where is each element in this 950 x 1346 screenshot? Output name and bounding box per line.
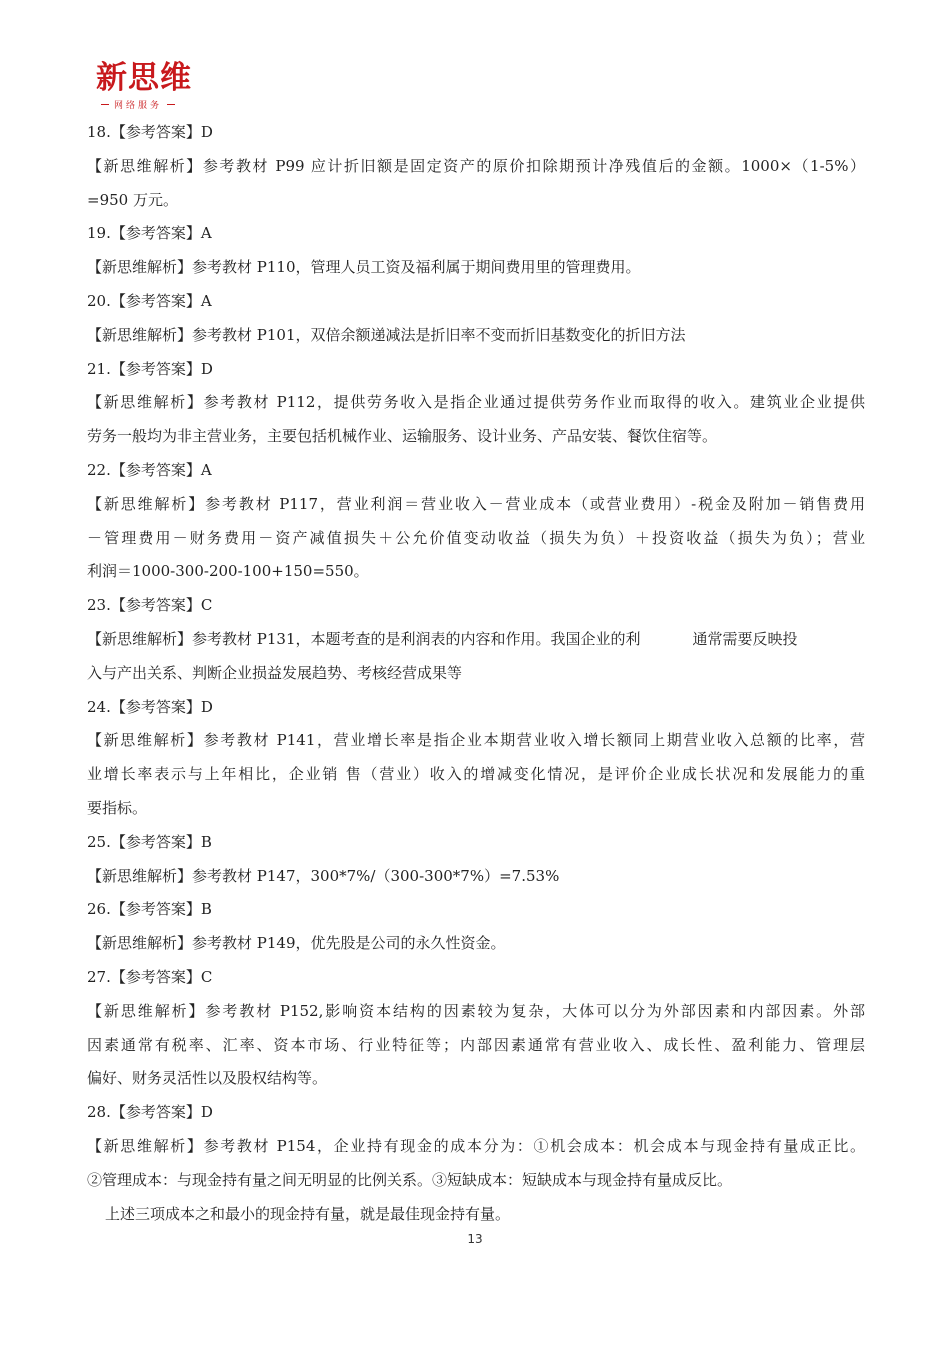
analysis-28-line-1: 【新思维解析】参考教材 P154，企业持有现金的成本分为：①机会成本：机会成本与现金持有量成正比。	[87, 1136, 865, 1155]
document-body	[87, 116, 865, 1231]
analysis-18-line-1: 【新思维解析】参考教材 P99 应计折旧额是固定资产的原价扣除期预计净残值后的金额。1000×（1-5%）	[87, 156, 865, 175]
analysis-23-line-2: 入与产出关系、判断企业损益发展趋势、考核经营成果等	[87, 663, 463, 682]
analysis-21-line-2: 劳务一般均为非主营业务，主要包括机械作业、运输服务、设计业务、产品安装、餐饮住宿等。	[87, 427, 718, 446]
analysis-23-part-2: 通常需要反映投	[692, 629, 798, 648]
analysis-26: 【新思维解析】参考教材 P149，优先股是公司的永久性资金。	[87, 934, 506, 953]
answer-24: 24.【参考答案】D	[87, 697, 213, 716]
analysis-24-line-1: 【新思维解析】参考教材 P141，营业增长率是指企业本期营业收入增长额同上期营业收入总额的比率，营	[87, 731, 865, 750]
analysis-19: 【新思维解析】参考教材 P110，管理人员工资及福利属于期间费用里的管理费用。	[87, 258, 641, 277]
answer-20: 20.【参考答案】A	[87, 291, 212, 310]
answer-23: 23.【参考答案】C	[87, 596, 213, 615]
analysis-27-line-3: 偏好、财务灵活性以及股权结构等。	[87, 1069, 328, 1088]
analysis-24-line-3: 要指标。	[87, 798, 148, 817]
answer-28: 28.【参考答案】D	[87, 1103, 213, 1122]
answer-21: 21.【参考答案】D	[87, 359, 213, 378]
analysis-28-line-3: 上述三项成本之和最小的现金持有量，就是最佳现金持有量。	[105, 1204, 511, 1223]
analysis-27-line-2: 因素通常有税率、汇率、资本市场、行业特征等；内部因素通常有营业收入、成长性、盈利能力、管理层	[87, 1035, 865, 1054]
analysis-27-line-1: 【新思维解析】参考教材 P152,影响资本结构的因素较为复杂，大体可以分为外部因素和内部因素。外部	[87, 1001, 865, 1020]
analysis-23-line-1	[87, 623, 865, 657]
answer-27: 27.【参考答案】C	[87, 967, 213, 986]
analysis-28-line-2: ②管理成本：与现金持有量之间无明显的比例关系。③短缺成本：短缺成本与现金持有量成反比。	[87, 1170, 733, 1189]
logo-dash-left	[101, 104, 109, 105]
logo-subtitle-text: 网络服务	[114, 101, 163, 111]
analysis-21-line-1: 【新思维解析】参考教材 P112，提供劳务收入是指企业通过提供劳务作业而取得的收入。建筑业企业提供	[87, 393, 865, 412]
answer-19: 19.【参考答案】A	[87, 224, 212, 243]
analysis-23-part-1: 【新思维解析】参考教材 P131，本题考查的是利润表的内容和作用。我国企业的利	[87, 629, 641, 648]
logo-dash-right	[167, 104, 175, 105]
logo-subtitle	[96, 98, 206, 111]
logo-title: 新思维	[96, 60, 192, 96]
analysis-18-line-2: =950 万元。	[87, 190, 178, 209]
analysis-25: 【新思维解析】参考教材 P147，300*7%/（300-300*7%）=7.53%	[87, 866, 560, 885]
analysis-20: 【新思维解析】参考教材 P101，双倍余额递减法是折旧率不变而折旧基数变化的折旧方法	[87, 325, 686, 344]
answer-26: 26.【参考答案】B	[87, 900, 212, 919]
analysis-22-line-1: 【新思维解析】参考教材 P117，营业利润＝营业收入－营业成本（或营业费用）-税金及附加－销售费用	[87, 494, 865, 513]
page-number: 13	[467, 1232, 483, 1246]
analysis-24-line-2: 业增长率表示与上年相比，企业销 售（营业）收入的增减变化情况，是评价企业成长状况和发展能力的重	[87, 765, 865, 784]
brand-logo	[96, 60, 206, 111]
analysis-22-line-2: －管理费用－财务费用－资产减值损失＋公允价值变动收益（损失为负）＋投资收益（损失为负）；营业	[87, 528, 865, 547]
answer-25: 25.【参考答案】B	[87, 832, 212, 851]
analysis-22-line-3: 利润＝1000-300-200-100+150=550。	[87, 562, 369, 581]
answer-22: 22.【参考答案】A	[87, 460, 212, 479]
answer-18: 18.【参考答案】D	[87, 123, 213, 141]
